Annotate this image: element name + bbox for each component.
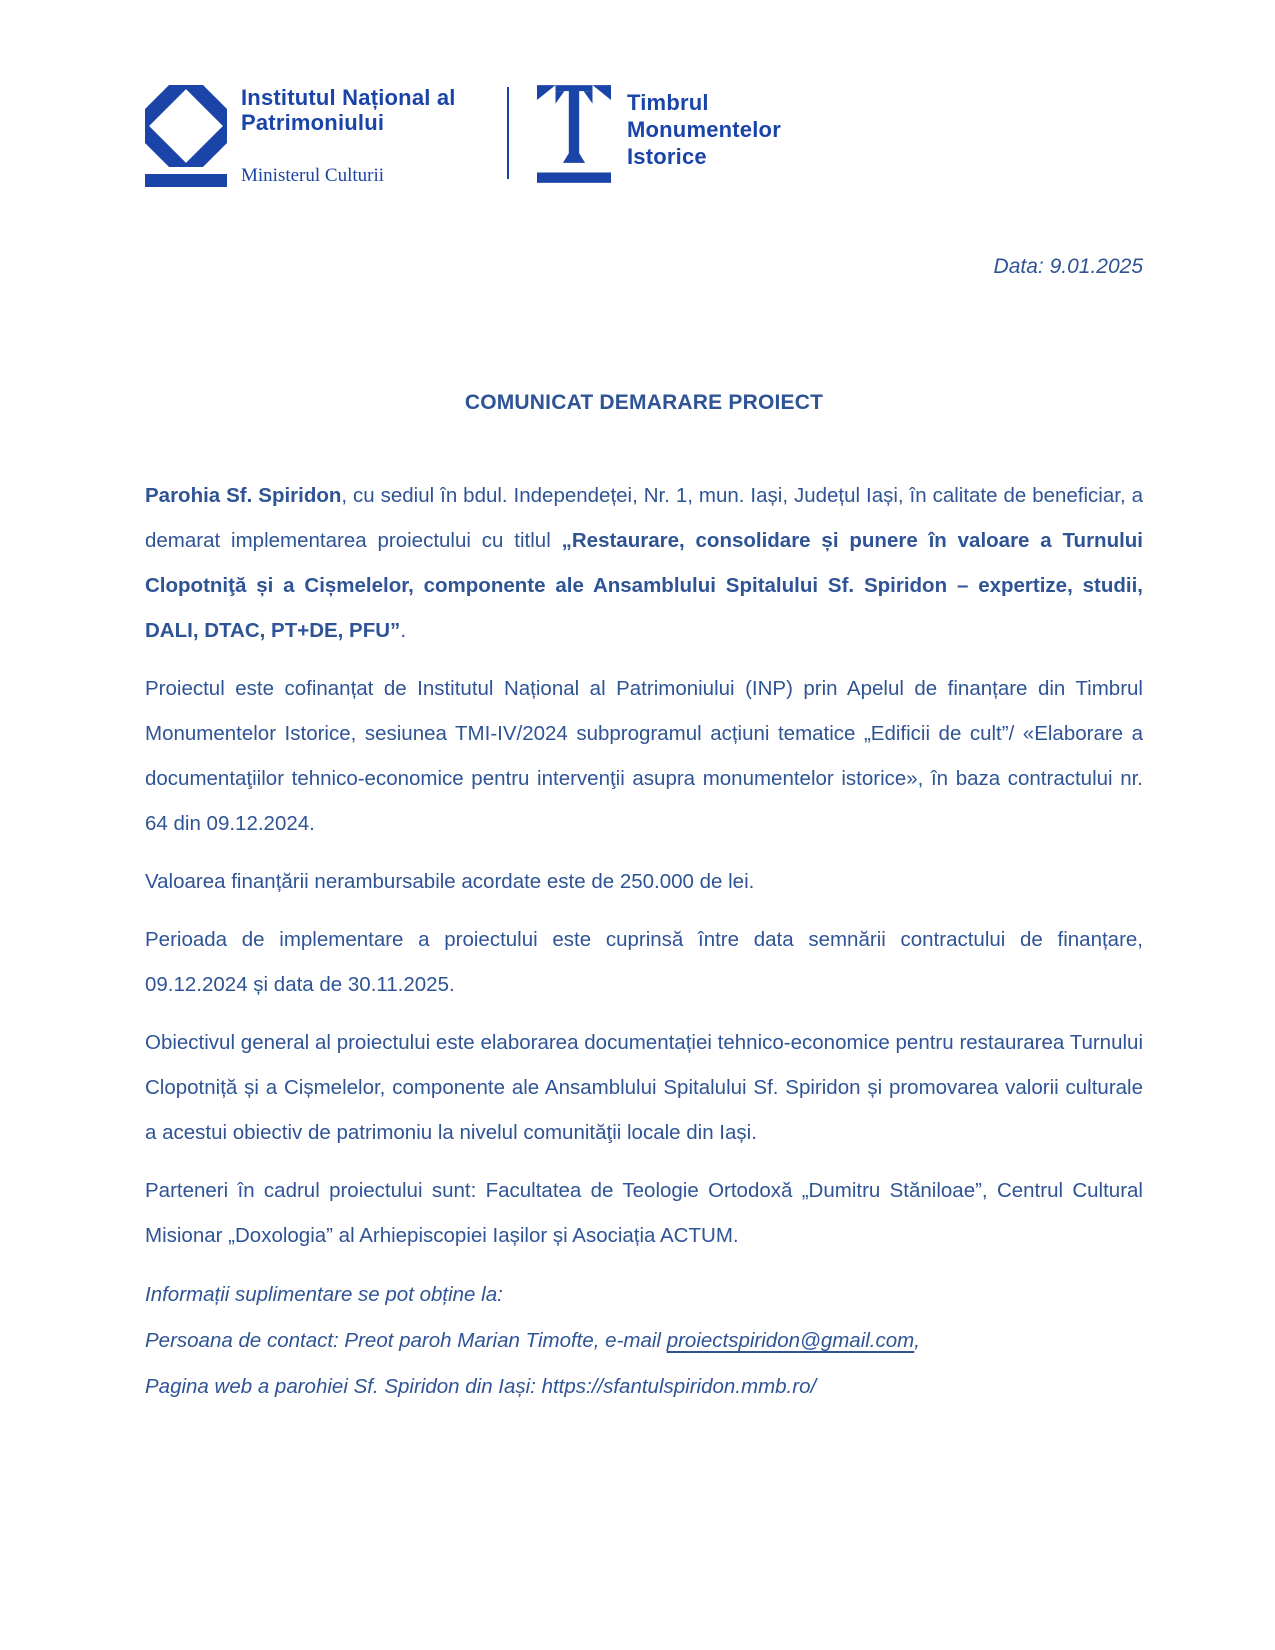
- contact-heading: Informații suplimentare se pot obține la:: [145, 1283, 503, 1306]
- inp-octagon-icon: [145, 85, 227, 167]
- paragraph-partners: Parteneri în cadrul proiectului sunt: Facultatea de Teologie Ortodoxă „Dumitru Stăniloae”, Centrul Cultural Misionar „Doxologia” al Arhiepiscopiei Iașilor și Asociația ACTUM.: [145, 1179, 1143, 1247]
- paragraph-beneficiary-tail: .: [400, 619, 407, 642]
- tmi-line3: Istorice: [627, 144, 707, 169]
- inp-logo-text: [241, 85, 471, 187]
- inp-org-name: Institutul Național al Patrimoniului: [241, 85, 456, 135]
- contact-web-line: [145, 1364, 1143, 1410]
- contact-web-text: Pagina web a parohiei Sf. Spiridon din Iași:: [145, 1375, 542, 1398]
- contact-website-url: https://sfantulspiridon.mmb.ro/: [541, 1375, 817, 1398]
- contact-person-text: Persoana de contact: Preot paroh Marian Timofte, e-mail: [145, 1329, 667, 1352]
- tmi-line2: Monumentelor: [627, 117, 781, 142]
- paragraph-cofinancing: Proiectul este cofinanțat de Institutul Național al Patrimoniului (INP) prin Apelul de finanțare din Timbrul Monumentelor Istorice, sesiunea TMI-IV/2024 subprogramul acțiuni tematice „Edificii de cult”/ «Elaborare a documentaţiilor tehnico-economice pentru intervenţii asupra monumentelor istorice», în baza contractului nr. 64 din 09.12.2024.: [145, 677, 1143, 835]
- paragraph-general-objective: Obiectivul general al proiectului este elaborarea documentației tehnico-economice pentru restaurarea Turnului Clopotniță și a Cișmelelor, componente ale Ansamblului Spitalului Sf. Spiridon și promovarea valorii culturale a acestui obiectiv de patrimoniu la nivelul comunităţii locale din Iași.: [145, 1031, 1143, 1144]
- project-title-bold: „Restaurare, consolidare și punere în valoare a Turnului Clopotniţă și a Cișmelelor, componente ale Ansamblului Spitalului Sf. Spiridon – expertize, studii, DALI, DTAC, PT+DE, PFU”: [145, 529, 1144, 642]
- contact-person-suffix: ,: [914, 1329, 920, 1352]
- tmi-stamp-t-icon: [537, 85, 611, 183]
- inp-ministry-label: Ministerul Culturii: [241, 165, 385, 186]
- document-body: [145, 473, 1143, 1410]
- paragraph-beneficiary-text: , cu sediul în bdul. Independeței, Nr. 1, mun. Iași, Județul Iași, în calitate de beneficiar, a demarat implementarea proiectului cu titlul: [145, 484, 1143, 552]
- beneficiary-name: Parohia Sf. Spiridon: [145, 484, 342, 507]
- paragraph-implementation-period: Perioada de implementare a proiectului este cuprinsă între data semnării contractului de finanțare, 09.12.2024 și data de 30.11.2025.: [145, 928, 1143, 996]
- header-logo-row: [145, 85, 1143, 187]
- document-date: Data: 9.01.2025: [993, 255, 1143, 278]
- paragraph-funding-value: Valoarea finanțării nerambursabile acordate este de 250.000 de lei.: [145, 870, 755, 893]
- tmi-logo-text: [627, 85, 781, 183]
- inp-logo-mark: [145, 85, 227, 187]
- contact-block: [145, 1272, 1143, 1410]
- contact-person-line: [145, 1318, 1143, 1364]
- inp-logo: [145, 85, 471, 187]
- tmi-logo: [537, 85, 781, 183]
- document-title: COMUNICAT DEMARARE PROIECT: [464, 391, 824, 414]
- tmi-line1: Timbrul: [627, 90, 709, 115]
- inp-logo-underline-bar: [145, 174, 227, 187]
- logo-divider-line: [507, 87, 509, 179]
- contact-email-link[interactable]: proiectspiridon@gmail.com: [666, 1329, 915, 1352]
- paragraph-beneficiary: [145, 473, 1143, 653]
